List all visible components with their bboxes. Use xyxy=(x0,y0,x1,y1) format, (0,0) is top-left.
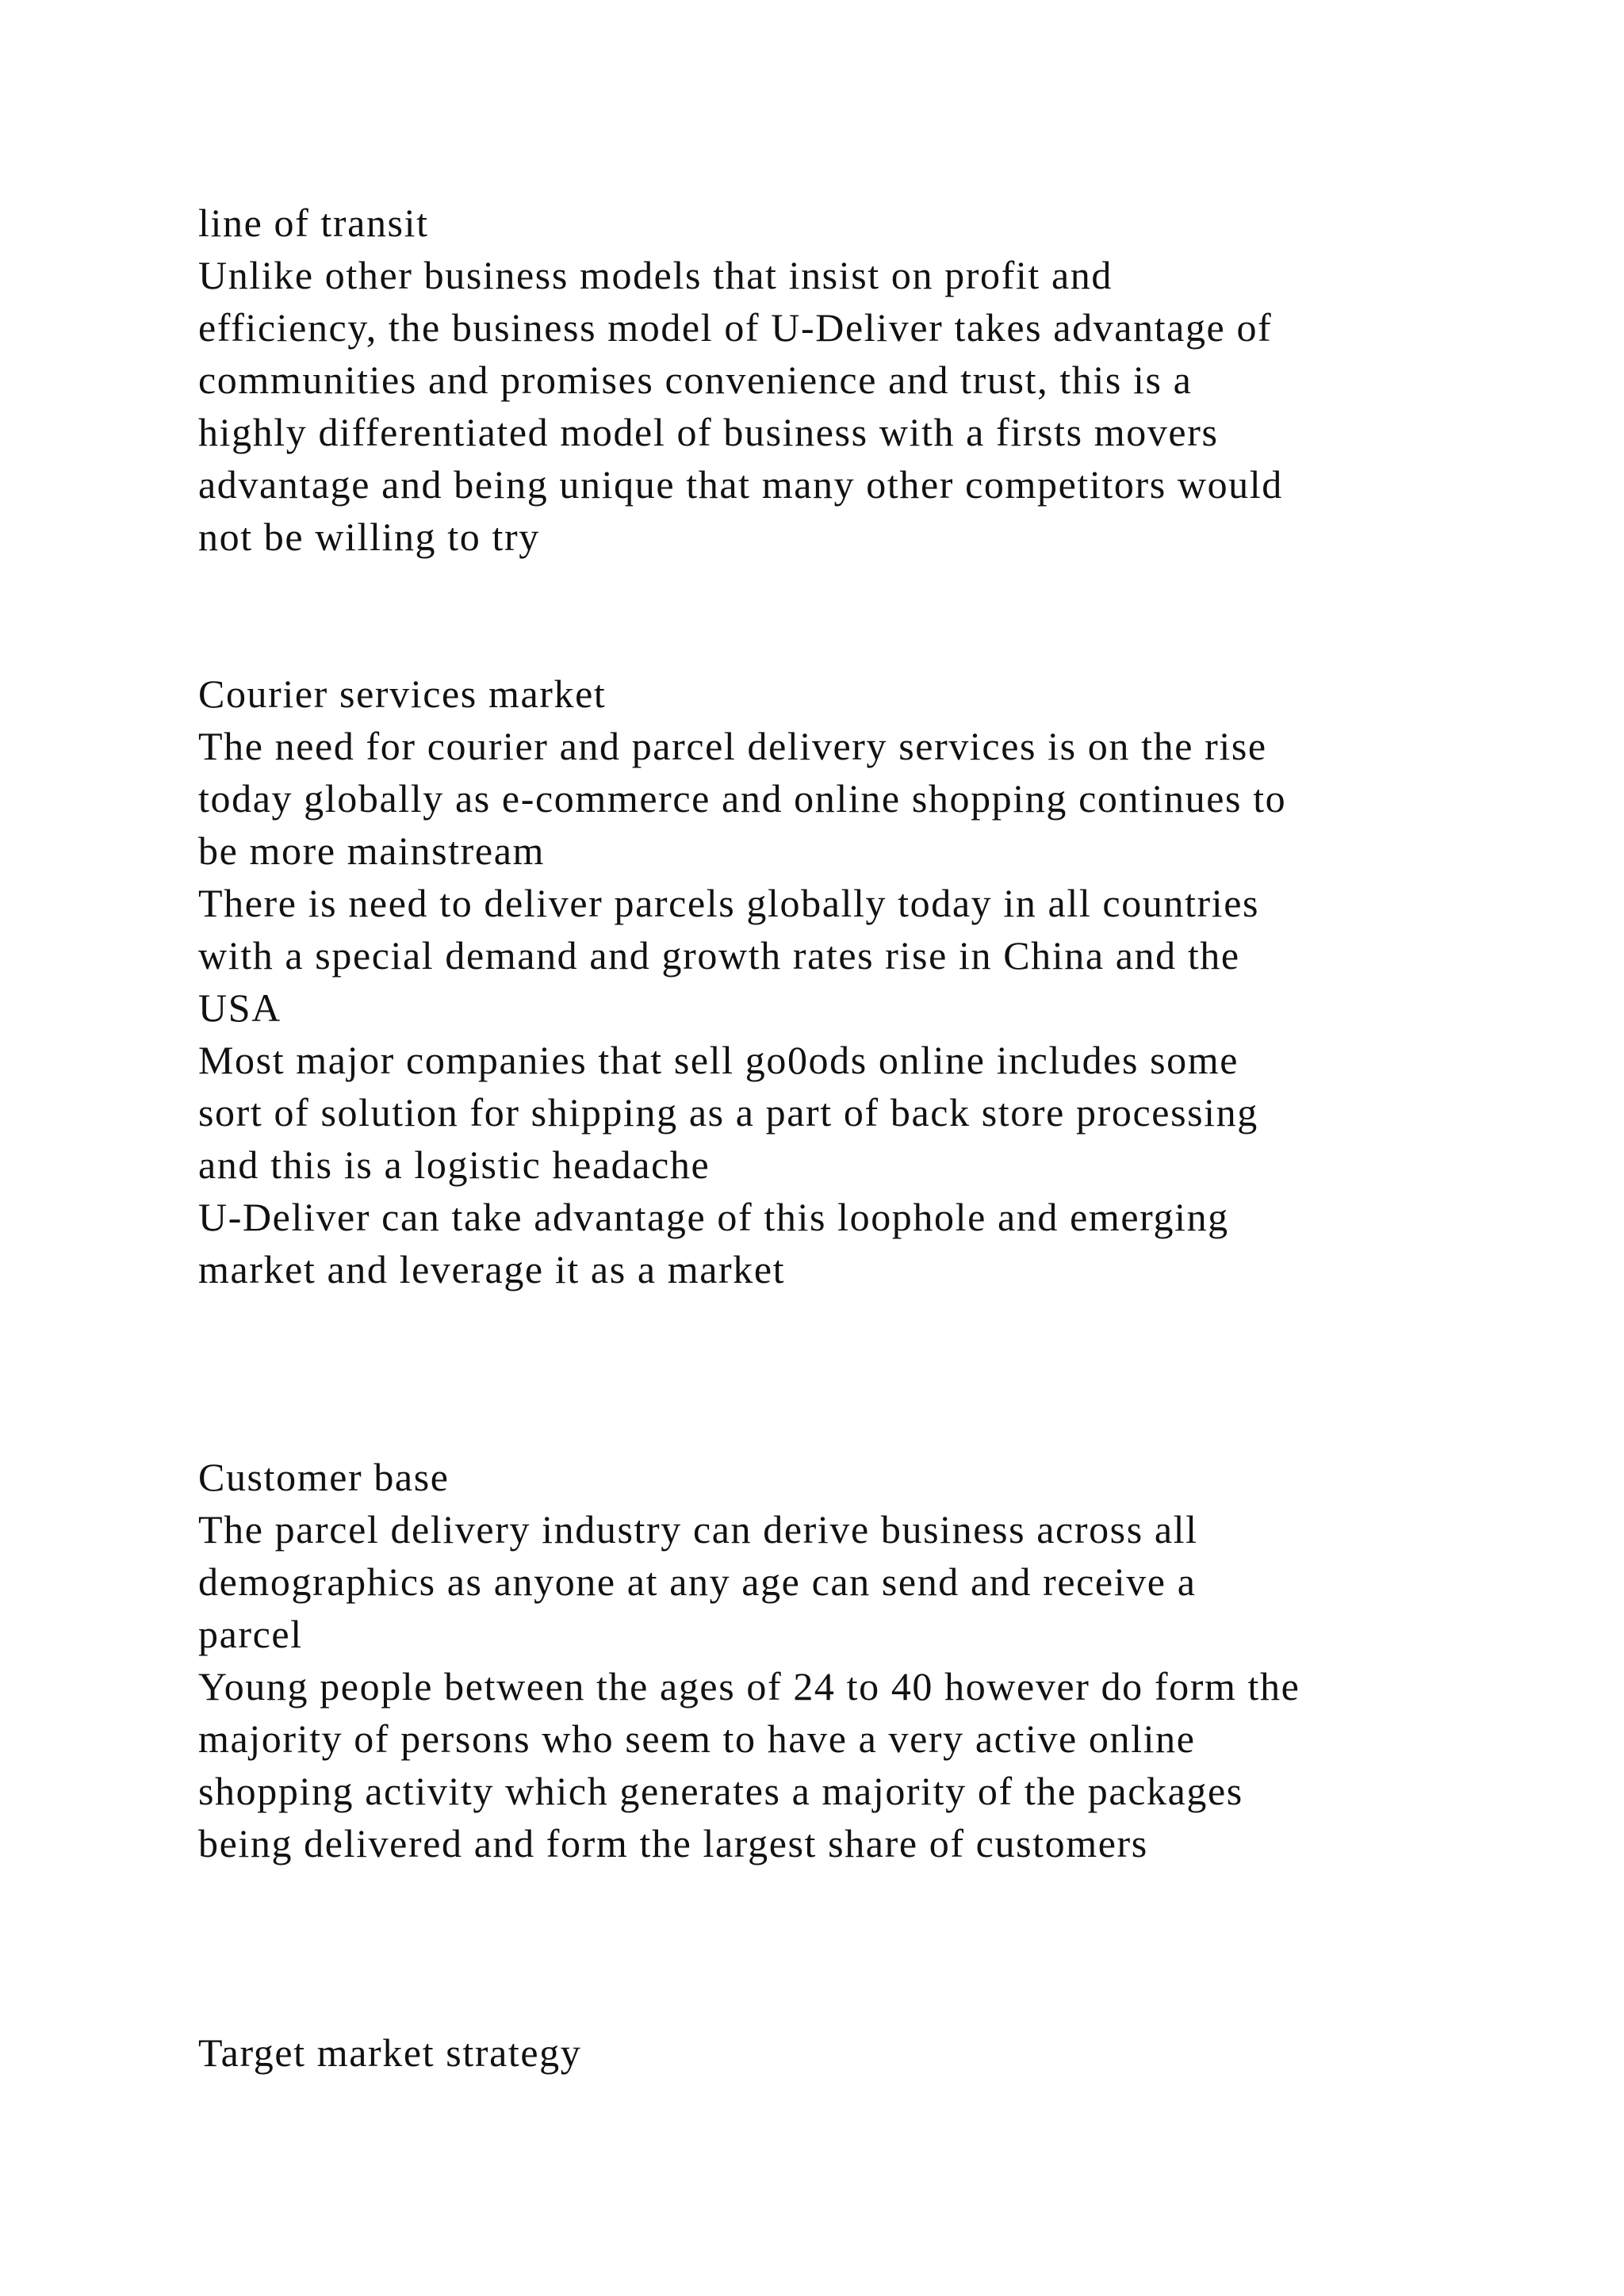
text-line: not be willing to try xyxy=(198,515,540,559)
text-line: communities and promises convenience and trust, this is a xyxy=(198,358,1193,402)
text-line: majority of persons who seem to have a very active online xyxy=(198,1716,1196,1761)
text-line: be more mainstream xyxy=(198,828,545,873)
text-line: line of transit xyxy=(198,201,429,245)
text-line: demographics as anyone at any age can send and receive a xyxy=(198,1559,1197,1604)
text-line: U-Deliver can take advantage of this loophole and emerging xyxy=(198,1195,1229,1239)
text-line: The parcel delivery industry can derive business across all xyxy=(198,1507,1198,1552)
text-line: parcel xyxy=(198,1612,303,1656)
text-line: market and leverage it as a market xyxy=(198,1247,786,1292)
text-line: USA xyxy=(198,985,282,1030)
text-line: Most major companies that sell go0ods online includes some xyxy=(198,1038,1239,1082)
text-line: Unlike other business models that insist on profit and xyxy=(198,253,1113,297)
text-line: Young people between the ages of 24 to 40 however do form the xyxy=(198,1664,1300,1709)
text-line: sort of solution for shipping as a part of back store processing xyxy=(198,1090,1258,1135)
section-heading: Target market strategy xyxy=(198,2030,582,2075)
text-line: shopping activity which generates a majority of the packages xyxy=(198,1769,1243,1813)
text-line: with a special demand and growth rates rise in China and the xyxy=(198,933,1240,978)
text-line: today globally as e-commerce and online shopping continues to xyxy=(198,776,1287,821)
text-line: efficiency, the business model of U-Deliver takes advantage of xyxy=(198,305,1273,350)
text-line: and this is a logistic headache xyxy=(198,1142,710,1187)
text-line: The need for courier and parcel delivery services is on the rise xyxy=(198,724,1267,768)
section-heading: Customer base xyxy=(198,1455,450,1499)
text-line: highly differentiated model of business with a firsts movers xyxy=(198,410,1219,454)
section-heading: Courier services market xyxy=(198,672,607,716)
text-line: There is need to deliver parcels globally today in all countries xyxy=(198,881,1260,925)
text-line: advantage and being unique that many other competitors would xyxy=(198,462,1283,507)
text-line: being delivered and form the largest share of customers xyxy=(198,1821,1148,1866)
